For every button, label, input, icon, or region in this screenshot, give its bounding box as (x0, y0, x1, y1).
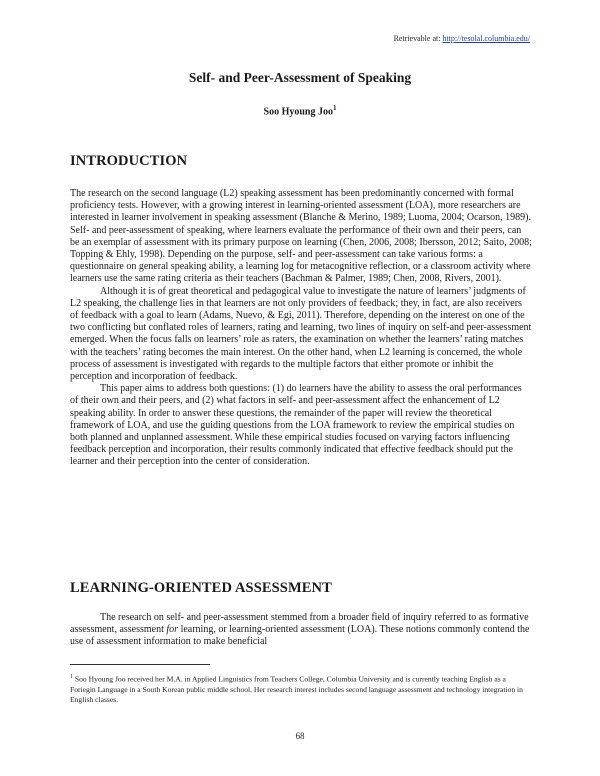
introduction-paragraph-1: The research on the second language (L2) speaking assessment has been predominantly concerned with formal proficiency tests. However, with a growing interest in learning-oriented assessment (LOA), more researchers are interested in learner involvement in speaking assessment (Blanche & Merino, 1989; Luoma, 2004; Ocarson, 1989). Self- and peer-assessment of speaking, where learners evaluate the performance of their own and their peers, can be an exemplar of assessment with its primary purpose on learning (Chen, 2006, 2008; Ibersson, 2012; Saito, 2008; Topping & Ehly, 1998). Depending on the purpose, self- and peer-assessment can take various forms: a questionnaire on general speaking ability, a learning log for metacognitive reflection, or a classroom activity where learners use the same rating criteria as their teachers (Bachman & Palmer, 1989; Chen, 2008, Rivers, 2001). (70, 188, 532, 285)
paper-title: Self- and Peer-Assessment of Speaking (188, 70, 412, 85)
introduction-body (70, 188, 532, 469)
introduction-heading: INTRODUCTION (70, 153, 188, 169)
retrieval-url-link[interactable]: http://tesolal.columbia.edu/ (442, 34, 530, 43)
footnote-divider (70, 664, 210, 665)
author-line (0, 104, 600, 117)
author-name: Soo Hyoung Joo (263, 106, 333, 118)
loa-paragraph-1 (70, 612, 532, 649)
loa-p1-before: The research on self- and peer-assessment stemmed from a broader field of inquiry referred to as formative assessment, assessment (70, 612, 529, 636)
introduction-paragraph-3: This paper aims to address both questions: (1) do learners have the ability to assess the oral performances of their own and their peers, and (2) what factors in self- and peer-assessment affect the enhancement of L2 speaking ability. In order to answer these questions, the remainder of the paper will review the theoretical framework of LOA, and use the guiding questions from the LOA framework to review the empirical studies on both planned and unplanned assessment. While these empirical studies focused on varying factors influencing feedback perception and incorporation, their results commonly indicated that effective feedback should put the learner and their perception into the center of consideration. (70, 383, 522, 468)
footnote (70, 672, 532, 705)
loa-p1-after: learning, or learning-oriented assessment (LOA). These notions commonly contend the use of assessment information to make beneficial (70, 624, 530, 648)
footnote-mark: 1 (70, 674, 73, 680)
author-footnote-mark[interactable]: 1 (332, 104, 337, 112)
footnote-text: Soo Hyoung Joo received her M.A. in Applied Linguistics from Teachers College, Columbia University and is currently teaching English as a Foriegin Language in a South Korean public middle school. Her research interest includes second language assessment and technology integration in English classes. (70, 674, 523, 704)
page-number: 68 (295, 731, 305, 741)
retrieval-prefix: Retrievable at: (393, 34, 443, 43)
retrieval-note (394, 34, 530, 43)
loa-body (70, 612, 532, 649)
loa-p1-italic: for (166, 624, 179, 636)
loa-heading: LEARNING-ORIENTED ASSESSMENT (70, 580, 332, 596)
introduction-paragraph-2: Although it is of great theoretical and pedagogical value to investigate the nature of learners’ judgments of L2 speaking, the challenge lies in that learners are not only providers of feedback; they, in fact, are also receivers of feedback with a goal to learn (Adams, Nuevo, & Egi, 2011). Therefore, depending on the interest on one of the two conflicting but conflated roles of learners, rating and learning, two lines of inquiry on self-and peer-assessment emerged. When the focus falls on learners’ role as raters, the examination on whether the learners’ rating matches with the teachers’ rating becomes the main interest. On the other hand, when L2 learning is concerned, the whole process of assessment is investigated with regards to the multiple factors that either promote or inhibit the perception and incorporation of feedback. (70, 285, 532, 383)
